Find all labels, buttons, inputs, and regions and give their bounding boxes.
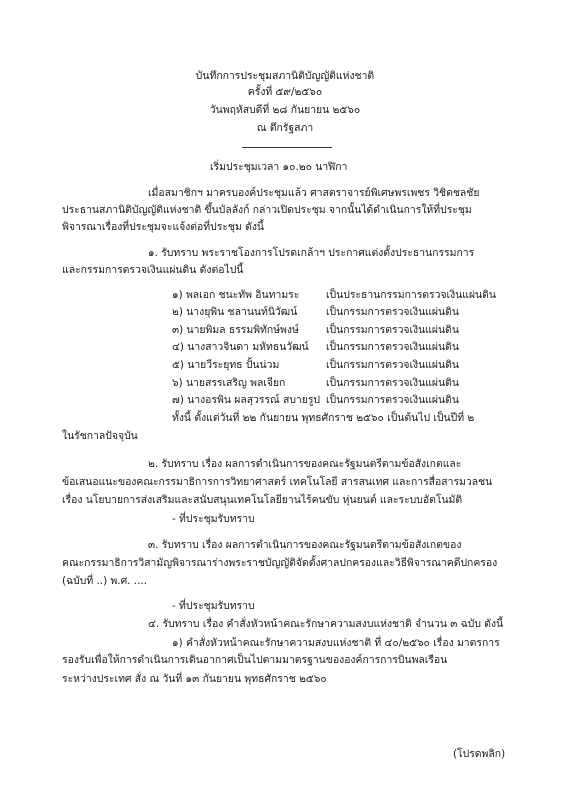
item3-line-3: (ฉบับที่ ..) พ.ศ. .... bbox=[62, 575, 148, 587]
member-3-name: ๓) นายพิมล ธรรมพิทักษ์พงษ์ bbox=[172, 324, 299, 336]
session-number: ครั้งที่ ๕๙/๒๕๖๐ bbox=[247, 86, 323, 98]
item2-line-3: เรื่อง นโยบายการส่งเสริมและสนับสนุนเทคโนโลยียานไร้คนขับ หุ่นยนต์ และระบบอัตโนมัติ bbox=[62, 494, 463, 506]
intro-line-2: ประธานสภานิติบัญญัติแห่งชาติ ขึ้นบัลลังก์ กล่าวเปิดประชุม จากนั้นได้ดำเนินการให้ที่ประชุม bbox=[62, 204, 472, 216]
start-time: เริ่มประชุมเวลา ๑๐.๒๐ นาฬิกา bbox=[210, 161, 348, 173]
session-venue: ณ ตึกรัฐสภา bbox=[256, 122, 314, 134]
item2-line-2: ข้อเสนอแนะของคณะกรรมาธิการการวิทยาศาสตร์ เทคโนโลยี สารสนเทศ และการสื่อสารมวลชน bbox=[62, 476, 493, 488]
item1-line-2: และกรรมการตรวจเงินแผ่นดิน ดังต่อไปนี้ bbox=[62, 264, 244, 276]
please-turn-over: (โปรดพลิก) bbox=[453, 748, 506, 760]
member-6-name: ๖) นายสรรเสริญ พลเจียก bbox=[172, 377, 286, 389]
item4-line-2: ๑) คำสั่งหัวหน้าคณะรักษาความสงบแห่งชาติ ที่ ๔๐/๒๕๖๐ เรื่อง มาตรการ bbox=[172, 637, 500, 649]
intro-line-1: เมื่อสมาชิกฯ มาครบองค์ประชุมแล้ว ศาสตราจารย์พิเศษพรเพชร วิชิตชลชัย bbox=[148, 187, 480, 199]
intro-line-3: พิจารณาเรื่องที่ประชุมจะแจ้งต่อที่ประชุม ดังนี้ bbox=[62, 221, 265, 233]
header-divider bbox=[242, 147, 332, 148]
item1-closing-1: ทั้งนี้ ตั้งแต่วันที่ ๒๒ กันยายน พุทธศักราช ๒๕๖๐ เป็นต้นไป เป็นปีที่ ๒ bbox=[172, 412, 475, 424]
item2-result: - ที่ประชุมรับทราบ bbox=[172, 513, 255, 525]
document-title: บันทึกการประชุมสภานิติบัญญัติแห่งชาติ bbox=[195, 70, 375, 82]
member-6-role: เป็นกรรมการตรวจเงินแผ่นดิน bbox=[326, 377, 459, 389]
member-4-role: เป็นกรรมการตรวจเงินแผ่นดิน bbox=[326, 341, 459, 353]
item1-closing-2: ในรัชกาลปัจจุบัน bbox=[62, 430, 138, 442]
member-1-role: เป็นประธานกรรมการตรวจเงินแผ่นดิน bbox=[326, 289, 497, 301]
item4-line-3: รองรับเพื่อให้การดำเนินการเดินอากาศเป็นไปตามมาตรฐานขององค์การการบินพลเรือน bbox=[62, 654, 448, 666]
member-5-role: เป็นกรรมการตรวจเงินแผ่นดิน bbox=[326, 359, 459, 371]
item3-result: - ที่ประชุมรับทราบ bbox=[172, 600, 255, 612]
item4-line-1: ๔. รับทราบ เรื่อง คำสั่งหัวหน้าคณะรักษาความสงบแห่งชาติ จำนวน ๓ ฉบับ ดังนี้ bbox=[148, 618, 504, 630]
member-7-name: ๗) นางอรพิน ผลสุวรรณ์ สบายรูป bbox=[172, 394, 321, 406]
item2-line-1: ๒. รับทราบ เรื่อง ผลการดำเนินการของคณะรัฐมนตรีตามข้อสังเกตและ bbox=[148, 458, 462, 470]
session-date: วันพฤหัสบดีที่ ๒๘ กันยายน ๒๕๖๐ bbox=[209, 104, 361, 116]
member-4-name: ๔) นางสาวจินดา มหัทธนวัฒน์ bbox=[172, 341, 309, 353]
member-7-role: เป็นกรรมการตรวจเงินแผ่นดิน bbox=[326, 394, 459, 406]
item1-line-1: ๑. รับทราบ พระราชโองการโปรดเกล้าฯ ประกาศแต่งตั้งประธานกรรมการ bbox=[148, 247, 475, 259]
member-3-role: เป็นกรรมการตรวจเงินแผ่นดิน bbox=[326, 324, 459, 336]
item3-line-2: คณะกรรมาธิการวิสามัญพิจารณาร่างพระราชบัญญัติจัดตั้งศาลปกครองและวิธีพิจารณาคดีปกครอง bbox=[62, 557, 498, 569]
member-5-name: ๕) นายวีระยุทธ ปั้นน่วม bbox=[172, 359, 280, 371]
item3-line-1: ๓. รับทราบ เรื่อง ผลการดำเนินการของคณะรัฐมนตรีตามข้อสังเกตของ bbox=[148, 539, 462, 551]
item4-line-4: ระหว่างประเทศ สั่ง ณ วันที่ ๑๓ กันยายน พุทธศักราช ๒๕๖๐ bbox=[62, 673, 327, 685]
member-2-name: ๒) นางยุพิน ชลานนท์นิวัฒน์ bbox=[172, 306, 298, 318]
member-2-role: เป็นกรรมการตรวจเงินแผ่นดิน bbox=[326, 306, 459, 318]
member-1-name: ๑) พลเอก ชนะทัพ อินทามระ bbox=[172, 289, 300, 301]
